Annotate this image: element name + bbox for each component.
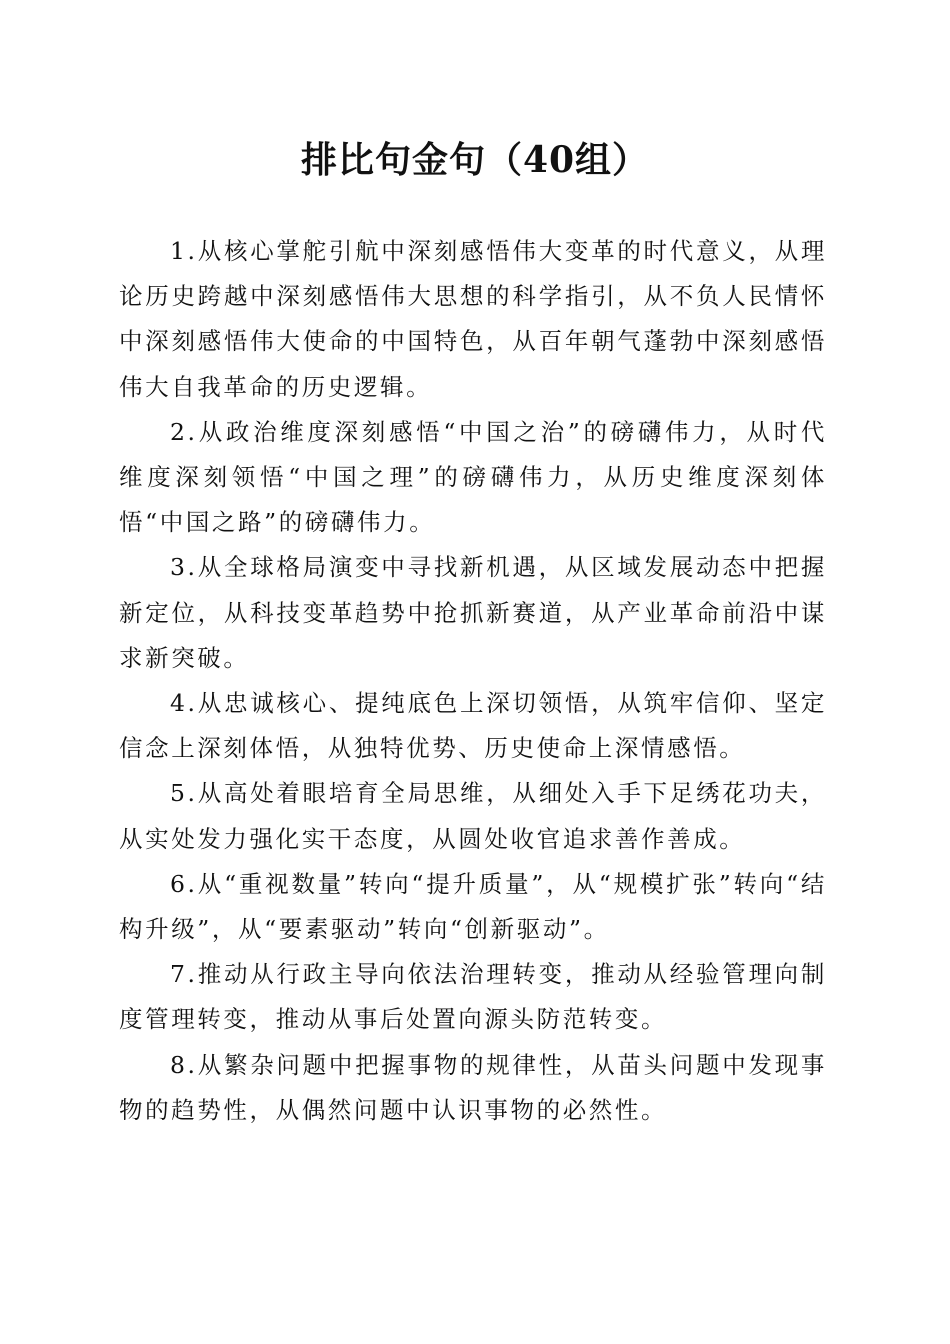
paragraph-3: 3.从全球格局演变中寻找新机遇，从区域发展动态中把握新定位，从科技变革趋势中抢抓新赛道，从产业革命前沿中谋求新突破。 bbox=[119, 553, 827, 672]
paragraph-1: 1.从核心掌舵引航中深刻感悟伟大变革的时代意义，从理论历史跨越中深刻感悟伟大思想的科学指引，从不负人民情怀中深刻感悟伟大使命的中国特色，从百年朝气蓬勃中深刻感悟伟大自我革命的历史逻辑。 bbox=[119, 237, 827, 401]
document-title: 排比句金句（40组） bbox=[300, 139, 650, 181]
paragraph-7: 7.推动从行政主导向依法治理转变，推动从经验管理向制度管理转变，推动从事后处置向源头防范转变。 bbox=[119, 960, 827, 1034]
paragraph-4: 4.从忠诚核心、提纯底色上深切领悟，从筑牢信仰、坚定信念上深刻体悟，从独特优势、历史使命上深情感悟。 bbox=[119, 689, 827, 763]
paragraph-6: 6.从“重视数量”转向“提升质量”，从“规模扩张”转向“结构升级”，从“要素驱动”转向“创新驱动”。 bbox=[119, 869, 827, 944]
paragraph-8: 8.从繁杂问题中把握事物的规律性，从苗头问题中发现事物的趋势性，从偶然问题中认识事物的必然性。 bbox=[119, 1050, 827, 1124]
document-body bbox=[119, 229, 827, 1133]
paragraph-5: 5.从高处着眼培育全局思维，从细处入手下足绣花功夫，从实处发力强化实干态度，从圆处收官追求善作善成。 bbox=[119, 779, 827, 853]
paragraph-2: 2.从政治维度深刻感悟“中国之治”的磅礴伟力，从时代维度深刻领悟“中国之理”的磅礴伟力，从历史维度深刻体悟“中国之路”的磅礴伟力。 bbox=[119, 417, 827, 537]
